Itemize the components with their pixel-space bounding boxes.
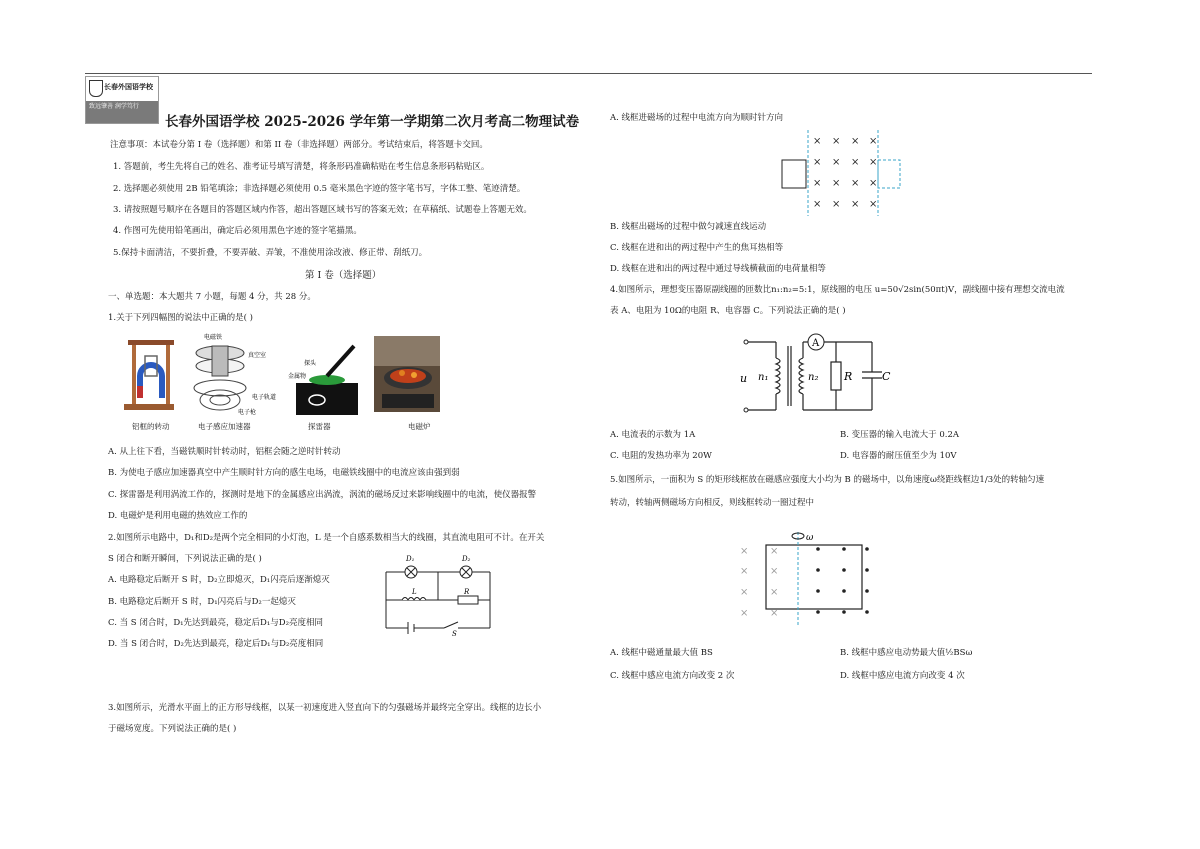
page-title: 长春外国语学校 2025-2026 学年第一学期第二次月考高二物理试卷 [165, 114, 580, 130]
q1-option-c: C. 探雷器是利用涡流工作的，探测时是地下的金属感应出涡流，涡流的磁场反过来影响线圈中的电流，使仪器报警 [108, 490, 537, 500]
q4-option-c: C. 电阻的发热功率为 20W [610, 451, 712, 461]
q5-option-c: C. 线框中感应电流方向改变 2 次 [610, 671, 735, 681]
svg-text:真空室: 真空室 [248, 352, 267, 359]
header-rule [85, 73, 1092, 74]
svg-text:×: × [770, 566, 779, 577]
q2-option-a: A. 电路稳定后断开 S 时，D₂立即熄灭，D₁闪亮后逐渐熄灭 [108, 575, 330, 585]
svg-text:×: × [813, 178, 822, 189]
q1-caption-4: 电磁炉 [408, 422, 431, 431]
q5-option-a: A. 线框中磁通量最大值 BS [610, 648, 713, 658]
q4-label-n2: n₂ [808, 372, 819, 383]
svg-text:×: × [851, 157, 860, 168]
note-item-3: 3. 请按照题号顺序在各题目的答题区域内作答，超出答题区域书写的答案无效；在草稿纸、试题卷上答题无效。 [113, 205, 532, 215]
note-item-1: 1. 答题前，考生先将自己的姓名、准考证号填写清楚，将条形码准确粘贴在考生信息条形码粘贴区。 [113, 162, 490, 172]
part1-heading: 第 I 卷（选择题） [305, 270, 382, 281]
section-heading: 一、单选题：本大题共 7 小题，每题 4 分，共 28 分。 [108, 292, 316, 302]
q1-figures [112, 328, 472, 430]
q3-option-d: D. 线框在进和出的两过程中通过导线横截面的电荷量相等 [610, 264, 826, 274]
q4-option-a: A. 电流表的示数为 1A [610, 430, 696, 440]
q2-label-l: L [412, 588, 417, 596]
svg-text:×: × [851, 136, 860, 147]
svg-text:×: × [869, 178, 878, 189]
mine-detector-figure [288, 346, 358, 415]
q1-caption-2: 电子感应加速器 [198, 422, 251, 431]
svg-text:×: × [832, 199, 841, 210]
q2-label-d1: D₁ [406, 555, 415, 563]
q4-label-ammeter: A [812, 338, 820, 349]
q4-stem-line2: 表 A、电阻为 10Ω的电阻 R、电容器 C。下列说法正确的是( ) [610, 306, 846, 316]
svg-text:×: × [740, 587, 749, 598]
svg-text:电子轨道: 电子轨道 [252, 394, 277, 401]
q3-stem-line1: 3.如图所示，光滑水平面上的正方形导线框，以某一初速度进入竖直向下的匀强磁场并最终完全穿出。线框的边长小 [108, 703, 542, 713]
q2-label-r: R [464, 588, 470, 596]
svg-text:×: × [813, 157, 822, 168]
svg-text:×: × [740, 608, 749, 619]
q4-stem-line1: 4.如图所示，理想变压器原副线圈的匝数比n₁:n₂=5:1，原线圈的电压 u=50√2sin(50πt)V，副线圈中接有理想交流电流 [610, 285, 1065, 295]
q4-option-d: D. 电容器的耐压值至少为 10V [840, 451, 957, 461]
q4-label-n1: n₁ [758, 372, 769, 383]
q2-label-s: S [452, 630, 457, 636]
q5-rotating-coil-diagram [736, 528, 876, 628]
q3-magnetic-field-diagram [780, 130, 904, 218]
q1-stem: 1.关于下列四幅图的说法中正确的是( ) [108, 313, 253, 323]
svg-text:×: × [813, 136, 822, 147]
svg-text:电磁铁: 电磁铁 [204, 334, 223, 341]
q2-stem-line1: 2.如图所示电路中，D₁和D₂是两个完全相同的小灯泡，L 是一个自感系数相当大的线圈，其直流电阻可不计。在开关 [108, 533, 545, 543]
q5-option-b: B. 线框中感应电动势最大值½BSω [840, 648, 973, 658]
notes-intro: 注意事项：本试卷分第 I 卷（选择题）和第 II 卷（非选择题）两部分。考试结束后，将答题卡交回。 [110, 140, 488, 150]
svg-text:×: × [770, 587, 779, 598]
aluminum-frame-figure [124, 340, 174, 410]
svg-text:探头: 探头 [304, 360, 317, 367]
q4-label-u: u [740, 372, 748, 385]
svg-text:电子枪: 电子枪 [238, 409, 257, 416]
svg-text:×: × [869, 136, 878, 147]
q1-option-a: A. 从上往下看，当磁铁顺时针转动时，铝框会随之逆时针转动 [108, 447, 341, 457]
q4-label-c: C [882, 370, 891, 383]
q5-omega-label: ω [806, 533, 814, 543]
q4-transformer-circuit [736, 328, 896, 424]
svg-text:×: × [832, 157, 841, 168]
q1-option-d: D. 电磁炉是利用电磁的热效应工作的 [108, 511, 248, 521]
school-logo [85, 76, 159, 124]
svg-text:×: × [832, 136, 841, 147]
svg-text:金属物: 金属物 [288, 373, 307, 380]
q5-option-d: D. 线框中感应电流方向改变 4 次 [840, 671, 965, 681]
note-item-4: 4. 作图可先使用铅笔画出，确定后必须用黑色字迹的签字笔描黑。 [113, 226, 362, 236]
q1-caption-1: 铝框的转动 [132, 422, 170, 431]
svg-text:×: × [851, 178, 860, 189]
svg-text:×: × [770, 608, 779, 619]
induction-cooker-photo [374, 336, 440, 412]
svg-text:×: × [813, 199, 822, 210]
note-item-5: 5.保持卡面清洁，不要折叠，不要弄破、弄皱，不准使用涂改液、修正带、刮纸刀。 [113, 248, 428, 258]
q3-option-b: B. 线框出磁场的过程中做匀减速直线运动 [610, 222, 767, 232]
svg-text:×: × [869, 199, 878, 210]
q2-label-d2: D₂ [462, 555, 471, 563]
betatron-figure [194, 333, 276, 416]
q2-option-c: C. 当 S 闭合时，D₁先达到最亮，稳定后D₁与D₂亮度相同 [108, 618, 324, 628]
q2-option-b: B. 电路稳定后断开 S 时，D₁闪亮后与D₂一起熄灭 [108, 597, 296, 607]
q5-stem-line1: 5.如图所示，一面积为 S 的矩形线框放在磁感应强度大小均为 B 的磁场中，以角速度ω绕距线框边1/3处的转轴匀速 [610, 475, 1045, 485]
motto: 致远肇善 润学笃行 [86, 101, 158, 123]
q1-caption-3: 探雷器 [308, 422, 331, 431]
q2-circuit-diagram [378, 552, 498, 636]
school-logo-text: 长春外国语学校 [104, 82, 153, 91]
svg-text:×: × [851, 199, 860, 210]
q3-option-c: C. 线框在进和出的两过程中产生的焦耳热相等 [610, 243, 784, 253]
svg-text:×: × [740, 566, 749, 577]
q3-option-a: A. 线框进磁场的过程中电流方向为顺时针方向 [610, 113, 784, 123]
q4-option-b: B. 变压器的输入电流大于 0.2A [840, 430, 960, 440]
q1-option-b: B. 为使电子感应加速器真空中产生顺时针方向的感生电场，电磁铁线圈中的电流应该由强到弱 [108, 468, 460, 478]
svg-text:×: × [869, 157, 878, 168]
q2-option-d: D. 当 S 闭合时，D₂先达到最亮，稳定后D₁与D₂亮度相同 [108, 639, 324, 649]
q4-label-r: R [844, 370, 853, 383]
q2-stem-line2: S 闭合和断开瞬间，下列说法正确的是( ) [108, 554, 262, 564]
svg-text:×: × [770, 546, 779, 557]
q5-stem-line2: 转动，转轴两侧磁场方向相反，则线框转动一圈过程中 [610, 498, 815, 508]
note-item-2: 2. 选择题必须使用 2B 铅笔填涂；非选择题必须使用 0.5 毫米黑色字迹的签字笔书写，字体工整、笔迹清楚。 [113, 184, 526, 194]
crest-icon [89, 80, 103, 97]
q3-stem-line2: 于磁场宽度。下列说法正确的是( ) [108, 724, 237, 734]
svg-text:×: × [832, 178, 841, 189]
svg-text:×: × [740, 546, 749, 557]
